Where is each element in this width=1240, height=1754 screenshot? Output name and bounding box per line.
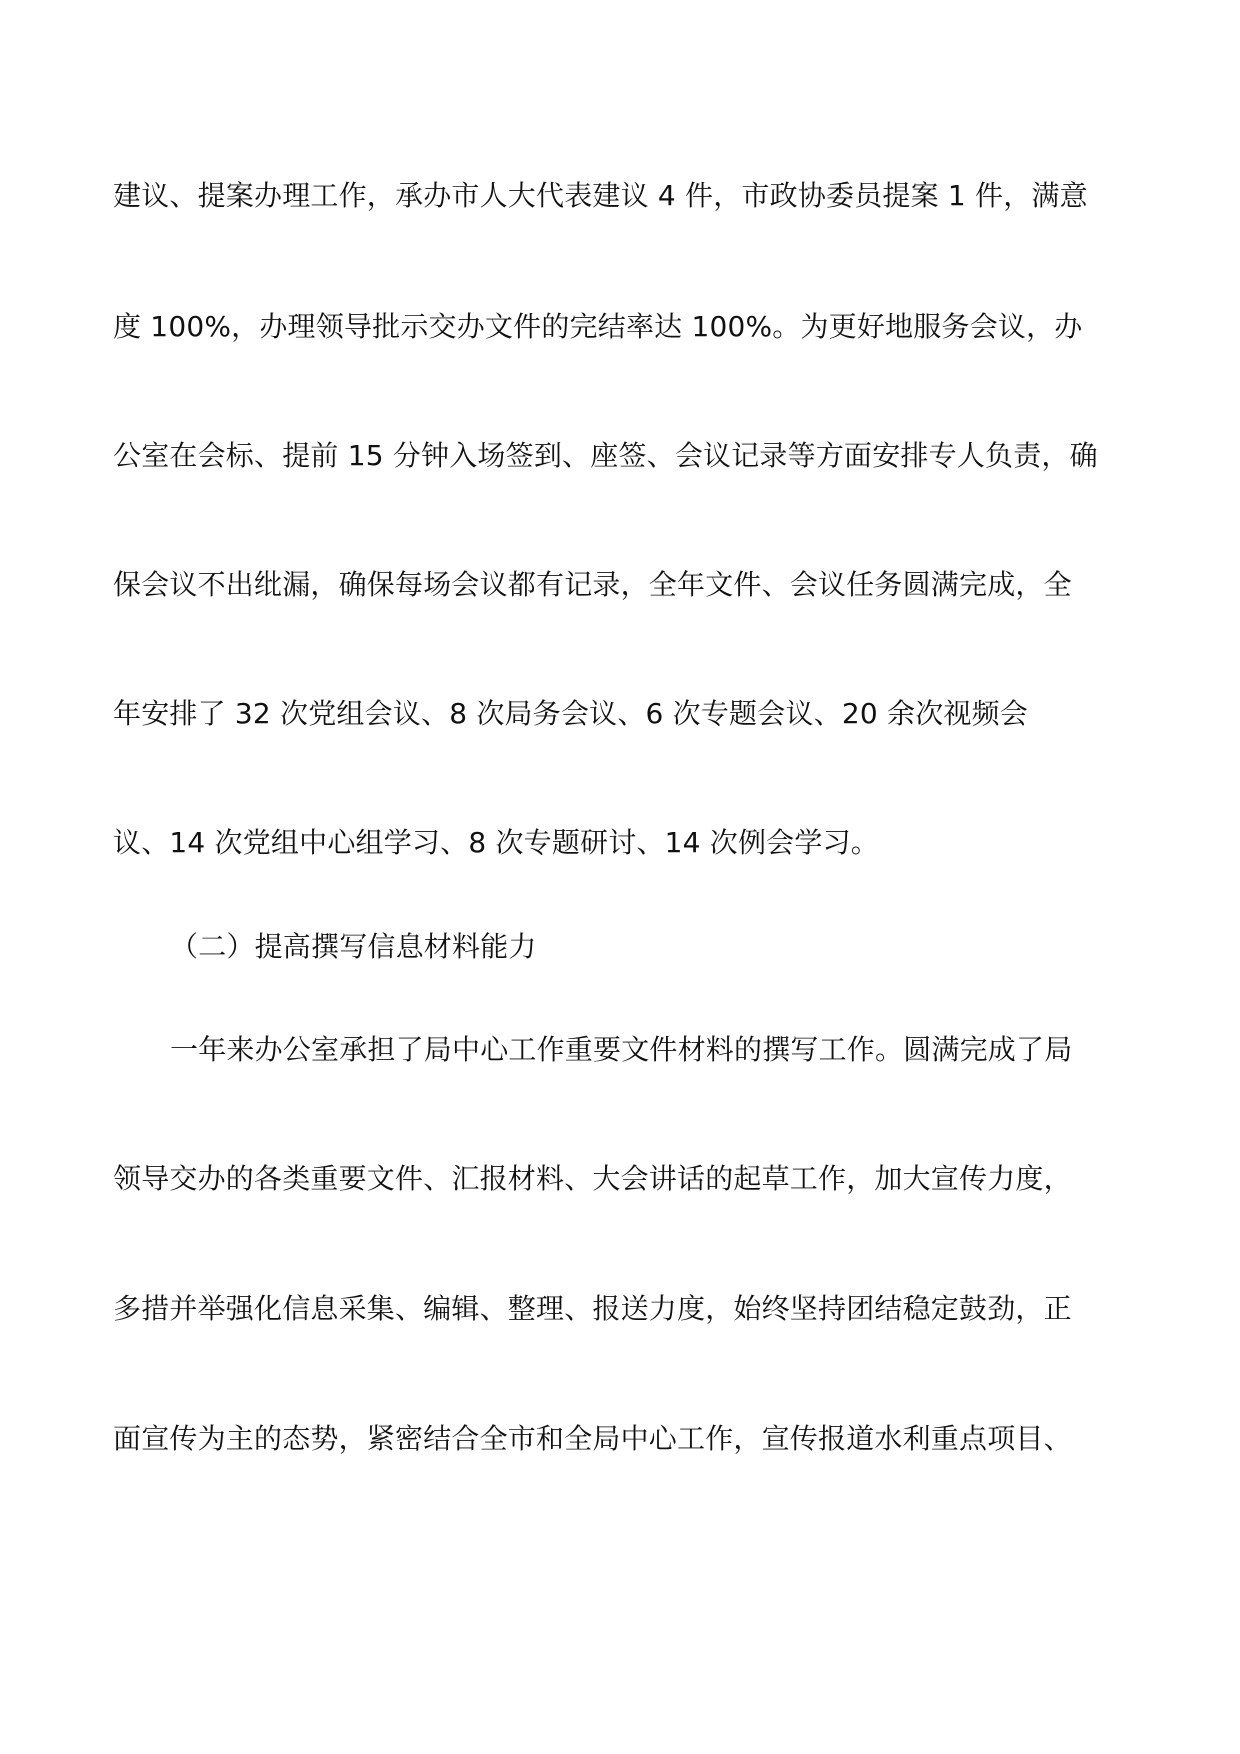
paragraph-1-line-3: 公室在会标、提前 15 分钟入场签到、座签、会议记录等方面安排专人负责，确: [113, 439, 1098, 472]
paragraph-1-line-2: 度 100%，办理领导批示交办文件的完结率达 100%。为更好地服务会议，办: [113, 310, 1083, 343]
paragraph-1-line-6: 议、14 次党组中心组学习、8 次专题研讨、14 次例会学习。: [113, 826, 879, 859]
paragraph-1-line-5: 年安排了 32 次党组会议、8 次局务会议、6 次专题会议、20 余次视频会: [113, 697, 1028, 730]
paragraph-2-line-4: 面宣传为主的态势，紧密结合全市和全局中心工作，宣传报道水利重点项目、: [113, 1422, 1072, 1455]
paragraph-2-line-1: 一年来办公室承担了局中心工作重要文件材料的撰写工作。圆满完成了局: [170, 1033, 1073, 1066]
paragraph-2-line-3: 多措并举强化信息采集、编辑、整理、报送力度，始终坚持团结稳定鼓劲，正: [113, 1292, 1072, 1325]
paragraph-1-line-1: 建议、提案办理工作，承办市人大代表建议 4 件，市政协委员提案 1 件，满意: [113, 179, 1088, 212]
section-heading: （二）提高撰写信息材料能力: [170, 930, 537, 963]
paragraph-2-line-2: 领导交办的各类重要文件、汇报材料、大会讲话的起草工作，加大宣传力度，: [113, 1162, 1072, 1195]
paragraph-1-line-4: 保会议不出纰漏，确保每场会议都有记录，全年文件、会议任务圆满完成，全: [113, 568, 1072, 601]
